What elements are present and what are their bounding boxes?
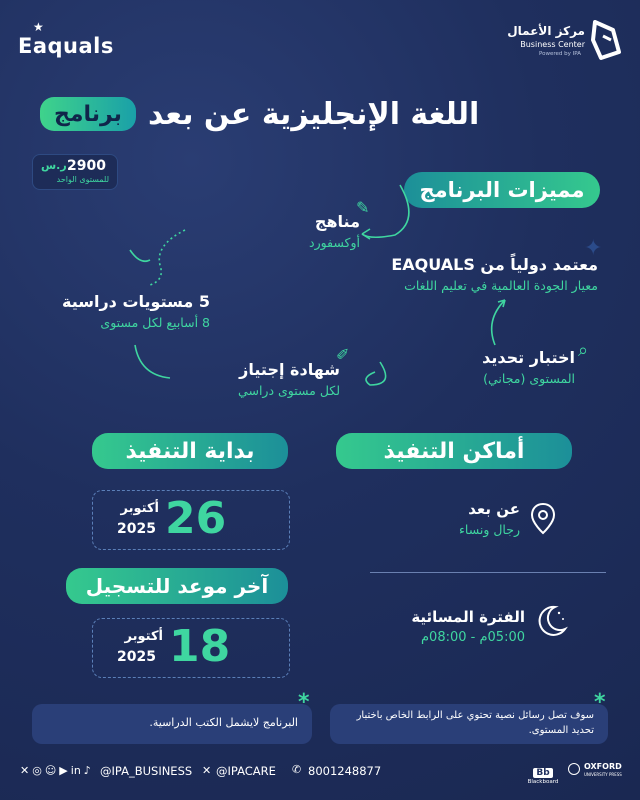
- location-remote-subtitle: رجال ونساء: [459, 522, 520, 537]
- note-left-text: البرنامج لايشمل الكتب الدراسية.: [149, 716, 298, 729]
- registration-day: 18: [169, 621, 231, 672]
- arrow-curve-6: [130, 250, 150, 261]
- location-remote-title: عن بعد: [468, 500, 520, 518]
- registration-heading: [66, 568, 288, 604]
- oxford-logo: [568, 762, 628, 784]
- certificate-icon: ✐: [336, 345, 350, 364]
- moon-icon: [533, 603, 569, 639]
- x-icon[interactable]: ✕: [20, 764, 30, 777]
- snapchat-icon[interactable]: ☺: [44, 764, 57, 777]
- start-month: أكتوبر: [120, 501, 159, 516]
- title-main: اللغة الإنجليزية عن بعد: [147, 96, 480, 132]
- features-heading-text: مميزات البرنامج: [419, 178, 585, 202]
- asterisk-icon-left: *: [298, 690, 310, 715]
- location-remote: [370, 500, 520, 537]
- blackboard-text: Blackboard: [527, 779, 559, 785]
- price-note: للمستوى الواحد: [56, 175, 109, 184]
- note-box-left: [32, 704, 312, 744]
- registration-month: أكتوبر: [124, 629, 163, 644]
- tiktok-icon[interactable]: ♪: [83, 764, 91, 777]
- registration-date-box: [92, 618, 290, 678]
- book-icon: ✎: [356, 198, 370, 217]
- phone-icon: ✆: [292, 763, 302, 776]
- oxford-sub-text: UNIVERSITY PRESS: [584, 772, 622, 777]
- magnifier-icon: ⌕: [578, 340, 589, 361]
- evening-period-time: 05:00م - 08:00م: [420, 630, 525, 645]
- center-name-en: Business Center: [520, 40, 585, 49]
- footer: [20, 760, 620, 784]
- location-divider: [370, 572, 606, 573]
- feature-certificate-title: شهادة إجتياز: [239, 360, 340, 379]
- phone-number[interactable]: 8001248877: [308, 764, 382, 778]
- feature-placement-title: اختبار تحديد: [482, 348, 575, 367]
- locations-heading: [336, 433, 572, 469]
- start-heading: [92, 433, 288, 469]
- arrow-curve-4: [366, 362, 386, 385]
- arrow-head-1: [362, 229, 370, 239]
- start-heading-text: بداية التنفيذ: [125, 438, 255, 464]
- eaquals-star-icon: ✦: [584, 236, 603, 261]
- oxford-seal-icon: [568, 763, 580, 775]
- youtube-icon[interactable]: ▶: [59, 764, 68, 777]
- feature-curricula-subtitle: أوكسفورد: [309, 235, 360, 250]
- social-icons-1: [20, 764, 91, 777]
- feature-placement-subtitle: المستوى (مجاني): [483, 371, 575, 386]
- handle-business[interactable]: @IPA_BUSINESS: [100, 764, 193, 778]
- feature-eaquals-subtitle: معيار الجودة العالمية في تعليم اللغات: [404, 278, 598, 293]
- feature-levels-title: 5 مستويات دراسية: [62, 292, 210, 311]
- handle-care[interactable]: @IPACARE: [216, 764, 276, 778]
- start-year: 2025: [117, 521, 156, 537]
- eaquals-text: Eaquals: [18, 34, 114, 58]
- linkedin-icon[interactable]: in: [70, 764, 81, 777]
- evening-period-title: الفترة المسائية: [411, 608, 525, 626]
- price-currency: ر.س: [41, 159, 67, 172]
- instagram-icon[interactable]: ◎: [32, 764, 42, 777]
- feature-eaquals-title: معتمد دولياً من EAQUALS: [391, 255, 598, 274]
- start-day: 26: [165, 493, 227, 544]
- x-icon-2[interactable]: ✕: [202, 764, 212, 777]
- note-box-right: [330, 704, 608, 744]
- arrow-curve-2: [150, 230, 185, 285]
- location-pin-icon: [530, 502, 556, 536]
- bb-mark: Bb: [533, 768, 552, 778]
- price-amount: 2900: [67, 158, 106, 174]
- start-date-box: [92, 490, 290, 550]
- feature-certificate-subtitle: لكل مستوى دراسي: [238, 383, 340, 398]
- powered-by: Powered by IPA: [539, 51, 581, 57]
- star-icon: ★: [33, 20, 44, 34]
- locations-heading-text: أماكن التنفيذ: [383, 438, 525, 464]
- center-name-ar: مركز الأعمال: [507, 24, 585, 38]
- title-prefix: برنامج: [54, 101, 122, 127]
- note-right-text: سوف تصل رسائل نصية تحتوي على الرابط الخاص باختبار تحديد المستوى.: [356, 710, 594, 736]
- arrow-curve-3: [135, 345, 170, 378]
- feature-levels-subtitle: 8 أسابيع لكل مستوى: [100, 315, 210, 330]
- oxford-text: OXFORD: [584, 762, 622, 771]
- registration-year: 2025: [117, 649, 156, 665]
- asterisk-icon-right: *: [594, 690, 606, 715]
- blackboard-logo: [525, 760, 561, 784]
- feature-curricula-title: مناهج: [314, 212, 360, 231]
- evening-period: [380, 608, 525, 645]
- registration-heading-text: آخر موعد للتسجيل: [85, 574, 269, 598]
